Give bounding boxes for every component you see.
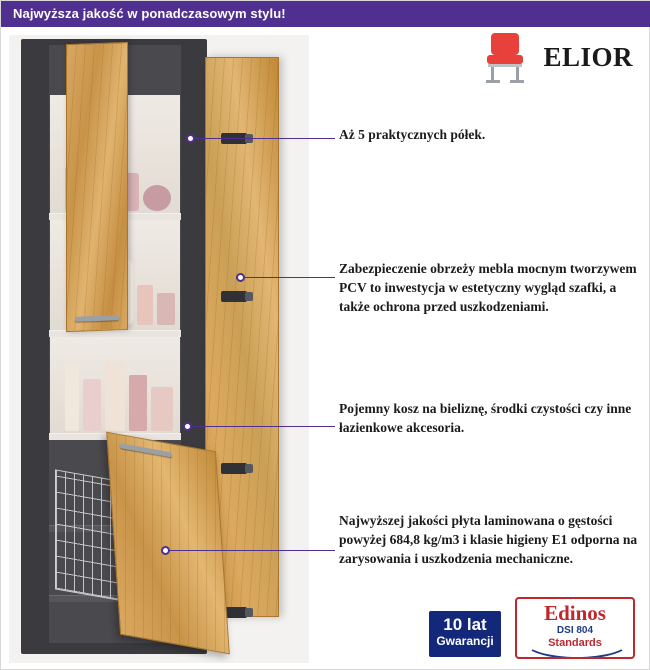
edinos-standards: Standards [548, 637, 602, 649]
feature-text-pvc-edging: Zabezpieczenie obrzeży mebla mocnym tworzywem PCV to inwestycja w estetyczny wygląd szafki, a także ochrona przed uszkodzeniami. [339, 261, 637, 315]
decor-item [65, 365, 79, 431]
warranty-label: Gwarancji [436, 634, 494, 648]
cabinet-door-left [66, 42, 128, 332]
decor-item [143, 185, 171, 211]
decor-item [129, 375, 147, 431]
callout-dot-3 [183, 422, 192, 431]
decor-item [151, 387, 173, 431]
callout-dot-1 [186, 134, 195, 143]
warranty-years: 10 lat [443, 615, 487, 634]
callout-line-2 [245, 277, 335, 278]
door-hinge [221, 463, 247, 474]
edinos-badge [515, 597, 635, 659]
warranty-badge [429, 611, 501, 657]
feature-text-board-quality: Najwyższej jakości płyta laminowana o gęstości powyżej 684,8 kg/m3 i klasie higieny E1 odporna na zarysowania i uszkodzenia mechaniczne. [339, 513, 638, 567]
callout-line-1 [195, 138, 335, 139]
brand-name: ELIOR [543, 41, 633, 72]
edinos-code: DSI 804 [556, 625, 594, 636]
top-banner: Najwyższa jakość w ponadczasowym stylu! [1, 1, 650, 27]
callout-line-4 [170, 550, 335, 551]
wood-grain [67, 43, 127, 331]
cabinet-door-basket [106, 432, 230, 655]
callout-line-3 [192, 426, 335, 427]
feature-text-laundry-basket: Pojemny kosz na bieliznę, środki czystości czy inne łazienkowe akcesoria. [339, 401, 632, 436]
callout-dot-2 [236, 273, 245, 282]
decor-item [157, 293, 175, 325]
wood-grain [107, 433, 229, 653]
callout-dot-4 [161, 546, 170, 555]
feature-text-shelves: Aż 5 praktycznych półek. [339, 127, 486, 142]
edinos-arc [523, 623, 631, 659]
chair-icon [477, 29, 535, 85]
door-hinge [221, 291, 247, 302]
decor-item [137, 285, 153, 325]
decor-item [83, 379, 101, 431]
product-photo [9, 35, 309, 663]
brand-logo [477, 29, 633, 85]
edinos-name: Edinos [544, 601, 606, 625]
decor-item [105, 361, 125, 431]
